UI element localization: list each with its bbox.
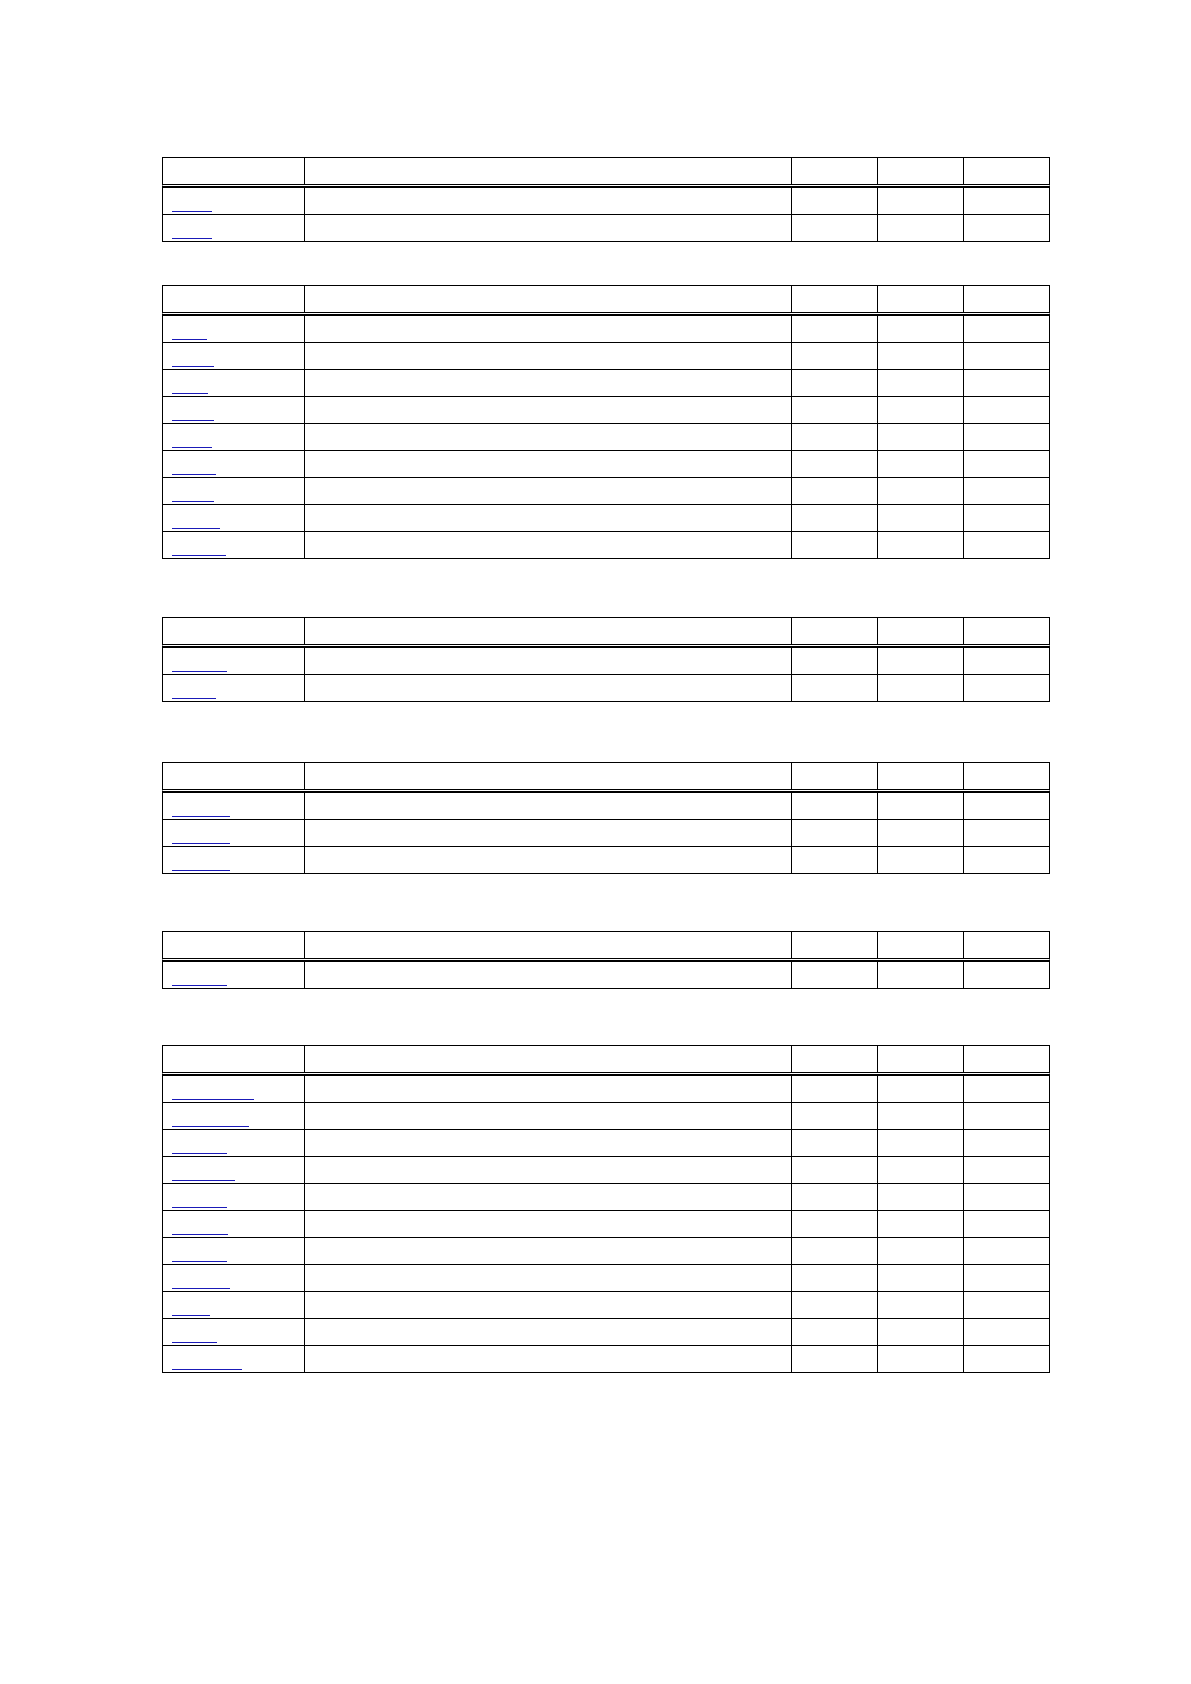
table-cell: [878, 1346, 964, 1372]
table-cell: [163, 215, 305, 241]
link-underline[interactable]: [172, 366, 214, 367]
header-cell: [305, 932, 792, 958]
table-cell: [964, 1211, 1049, 1237]
header-cell: [878, 286, 964, 312]
header-cell: [878, 1046, 964, 1072]
table-cell: [163, 188, 305, 214]
table-row: [162, 961, 1050, 989]
table-cell: [792, 451, 878, 477]
table-row: [162, 504, 1050, 531]
table-cell: [878, 424, 964, 450]
table-cell: [792, 847, 878, 873]
table-cell: [964, 820, 1049, 846]
table-cell: [878, 793, 964, 819]
table-cell: [305, 370, 792, 396]
table-cell: [878, 532, 964, 558]
table-cell: [792, 1319, 878, 1345]
table-3: [162, 617, 1050, 702]
table-cell: [163, 648, 305, 674]
table-cell: [163, 397, 305, 423]
table-cell: [964, 675, 1049, 701]
table-cell: [878, 397, 964, 423]
table-row: [162, 369, 1050, 396]
header-cell: [792, 158, 878, 184]
table-cell: [878, 1103, 964, 1129]
table-cell: [878, 820, 964, 846]
link-underline[interactable]: [172, 1153, 227, 1154]
table-cell: [163, 1211, 305, 1237]
table-cell: [964, 505, 1049, 531]
table-cell: [305, 1238, 792, 1264]
table-cell: [792, 675, 878, 701]
table-row: [162, 315, 1050, 342]
link-underline[interactable]: [172, 1126, 249, 1127]
table-cell: [878, 847, 964, 873]
header-cell: [163, 286, 305, 312]
link-underline[interactable]: [172, 1099, 254, 1100]
table-cell: [878, 316, 964, 342]
header-cell: [878, 158, 964, 184]
table-5: [162, 931, 1050, 989]
link-underline[interactable]: [172, 985, 227, 986]
table-cell: [792, 316, 878, 342]
header-cell: [792, 763, 878, 789]
table-cell: [964, 1319, 1049, 1345]
table-cell: [792, 1184, 878, 1210]
table-cell: [305, 1211, 792, 1237]
table-cell: [792, 820, 878, 846]
table-cell: [163, 478, 305, 504]
table-cell: [792, 1346, 878, 1372]
table-cell: [792, 188, 878, 214]
table-row: [162, 1291, 1050, 1318]
link-underline[interactable]: [172, 843, 230, 844]
table-row: [162, 674, 1050, 702]
link-underline[interactable]: [172, 555, 226, 556]
link-underline[interactable]: [172, 339, 207, 340]
table-cell: [305, 397, 792, 423]
table-cell: [163, 1238, 305, 1264]
table-cell: [964, 397, 1049, 423]
header-cell: [878, 763, 964, 789]
table-cell: [163, 1292, 305, 1318]
table-row: [162, 1237, 1050, 1264]
table-cell: [792, 648, 878, 674]
table-cell: [964, 793, 1049, 819]
table-cell: [305, 215, 792, 241]
table-cell: [964, 1346, 1049, 1372]
table-cell: [878, 648, 964, 674]
table-cell: [305, 820, 792, 846]
table-cell: [792, 505, 878, 531]
header-cell: [163, 763, 305, 789]
link-underline[interactable]: [172, 698, 216, 699]
link-underline[interactable]: [172, 1342, 217, 1343]
table-cell: [305, 1292, 792, 1318]
table-6: [162, 1045, 1050, 1373]
table-cell: [878, 370, 964, 396]
table-row: [162, 647, 1050, 674]
table-row: [162, 531, 1050, 559]
table-cell: [305, 343, 792, 369]
header-cell: [878, 618, 964, 644]
table-cell: [163, 793, 305, 819]
table-cell: [163, 1319, 305, 1345]
header-cell: [792, 286, 878, 312]
table-cell: [792, 532, 878, 558]
table-4: [162, 762, 1050, 874]
header-cell: [964, 932, 1049, 958]
table-row: [162, 846, 1050, 874]
header-cell: [792, 1046, 878, 1072]
link-underline[interactable]: [172, 528, 220, 529]
table-cell: [305, 793, 792, 819]
table-row: [162, 1345, 1050, 1373]
table-cell: [964, 1265, 1049, 1291]
table-header-row: [162, 157, 1050, 187]
table-cell: [163, 1184, 305, 1210]
table-row: [162, 1183, 1050, 1210]
table-cell: [163, 1346, 305, 1372]
table-cell: [163, 370, 305, 396]
table-cell: [878, 1211, 964, 1237]
table-row: [162, 1156, 1050, 1183]
table-cell: [878, 478, 964, 504]
table-row: [162, 396, 1050, 423]
table-cell: [163, 820, 305, 846]
table-cell: [964, 648, 1049, 674]
table-cell: [878, 1265, 964, 1291]
table-1: [162, 157, 1050, 242]
header-cell: [964, 286, 1049, 312]
link-underline[interactable]: [172, 1288, 230, 1289]
table-row: [162, 792, 1050, 819]
table-header-row: [162, 617, 1050, 647]
table-cell: [305, 1265, 792, 1291]
link-underline[interactable]: [172, 1180, 235, 1181]
table-cell: [964, 847, 1049, 873]
table-cell: [163, 505, 305, 531]
table-cell: [792, 1076, 878, 1102]
table-cell: [305, 1319, 792, 1345]
table-cell: [305, 424, 792, 450]
table-cell: [964, 424, 1049, 450]
table-cell: [792, 343, 878, 369]
header-cell: [305, 618, 792, 644]
table-cell: [305, 1157, 792, 1183]
header-cell: [163, 932, 305, 958]
link-underline[interactable]: [172, 420, 214, 421]
header-cell: [305, 763, 792, 789]
header-cell: [305, 158, 792, 184]
link-underline[interactable]: [172, 870, 230, 871]
header-cell: [964, 618, 1049, 644]
link-underline[interactable]: [172, 816, 230, 817]
header-cell: [964, 1046, 1049, 1072]
table-cell: [163, 1103, 305, 1129]
table-cell: [792, 215, 878, 241]
table-row: [162, 1210, 1050, 1237]
table-header-row: [162, 285, 1050, 315]
header-cell: [163, 618, 305, 644]
table-cell: [792, 397, 878, 423]
table-cell: [792, 793, 878, 819]
table-row: [162, 342, 1050, 369]
header-cell: [964, 158, 1049, 184]
table-cell: [305, 478, 792, 504]
table-cell: [305, 505, 792, 531]
table-cell: [305, 188, 792, 214]
table-row: [162, 1102, 1050, 1129]
table-cell: [792, 1292, 878, 1318]
table-cell: [878, 505, 964, 531]
table-cell: [964, 316, 1049, 342]
link-underline[interactable]: [172, 501, 214, 502]
table-cell: [964, 1184, 1049, 1210]
table-cell: [878, 1157, 964, 1183]
link-underline[interactable]: [172, 447, 212, 448]
table-cell: [878, 1184, 964, 1210]
table-cell: [305, 532, 792, 558]
table-cell: [964, 478, 1049, 504]
table-cell: [964, 215, 1049, 241]
table-cell: [305, 1130, 792, 1156]
table-cell: [878, 215, 964, 241]
table-cell: [305, 1103, 792, 1129]
table-cell: [964, 451, 1049, 477]
table-cell: [878, 1238, 964, 1264]
table-cell: [163, 343, 305, 369]
table-cell: [964, 962, 1049, 988]
link-underline[interactable]: [172, 1261, 227, 1262]
link-underline[interactable]: [172, 1315, 210, 1316]
table-cell: [305, 675, 792, 701]
table-cell: [792, 424, 878, 450]
table-cell: [305, 1346, 792, 1372]
table-cell: [305, 1184, 792, 1210]
header-cell: [964, 763, 1049, 789]
link-underline[interactable]: [172, 1234, 228, 1235]
table-cell: [964, 532, 1049, 558]
link-underline[interactable]: [172, 393, 208, 394]
table-cell: [964, 1292, 1049, 1318]
table-cell: [792, 1130, 878, 1156]
table-cell: [305, 847, 792, 873]
table-row: [162, 214, 1050, 242]
link-underline[interactable]: [172, 238, 212, 239]
table-row: [162, 477, 1050, 504]
header-cell: [305, 1046, 792, 1072]
table-cell: [163, 847, 305, 873]
table-cell: [163, 1157, 305, 1183]
table-cell: [964, 1076, 1049, 1102]
table-cell: [964, 1238, 1049, 1264]
table-row: [162, 187, 1050, 214]
table-cell: [792, 1103, 878, 1129]
table-cell: [305, 316, 792, 342]
table-row: [162, 1129, 1050, 1156]
table-2: [162, 285, 1050, 559]
header-cell: [163, 158, 305, 184]
table-cell: [305, 1076, 792, 1102]
table-header-row: [162, 931, 1050, 961]
table-cell: [305, 648, 792, 674]
table-cell: [964, 1103, 1049, 1129]
table-cell: [878, 675, 964, 701]
table-header-row: [162, 762, 1050, 792]
table-cell: [878, 1076, 964, 1102]
table-cell: [878, 1130, 964, 1156]
link-underline[interactable]: [172, 671, 227, 672]
table-cell: [792, 478, 878, 504]
table-cell: [792, 1157, 878, 1183]
table-row: [162, 423, 1050, 450]
link-underline[interactable]: [172, 211, 212, 212]
table-cell: [792, 962, 878, 988]
link-underline[interactable]: [172, 1369, 242, 1370]
table-cell: [964, 1130, 1049, 1156]
table-row: [162, 1264, 1050, 1291]
table-cell: [878, 451, 964, 477]
link-underline[interactable]: [172, 1207, 227, 1208]
table-cell: [163, 316, 305, 342]
table-row: [162, 819, 1050, 846]
table-cell: [792, 1238, 878, 1264]
table-cell: [878, 343, 964, 369]
table-cell: [163, 532, 305, 558]
table-row: [162, 1075, 1050, 1102]
table-cell: [878, 962, 964, 988]
header-cell: [792, 618, 878, 644]
table-cell: [878, 1292, 964, 1318]
table-cell: [792, 1211, 878, 1237]
table-header-row: [162, 1045, 1050, 1075]
table-cell: [964, 343, 1049, 369]
table-cell: [792, 1265, 878, 1291]
table-cell: [163, 962, 305, 988]
table-cell: [305, 451, 792, 477]
table-cell: [163, 1076, 305, 1102]
header-cell: [305, 286, 792, 312]
table-cell: [163, 1130, 305, 1156]
table-cell: [964, 1157, 1049, 1183]
link-underline[interactable]: [172, 474, 216, 475]
table-cell: [163, 424, 305, 450]
table-cell: [964, 370, 1049, 396]
header-cell: [878, 932, 964, 958]
table-cell: [305, 962, 792, 988]
table-cell: [792, 370, 878, 396]
table-row: [162, 1318, 1050, 1345]
table-cell: [163, 675, 305, 701]
table-cell: [163, 451, 305, 477]
table-cell: [163, 1265, 305, 1291]
table-cell: [878, 188, 964, 214]
table-cell: [878, 1319, 964, 1345]
table-cell: [964, 188, 1049, 214]
header-cell: [792, 932, 878, 958]
header-cell: [163, 1046, 305, 1072]
table-row: [162, 450, 1050, 477]
